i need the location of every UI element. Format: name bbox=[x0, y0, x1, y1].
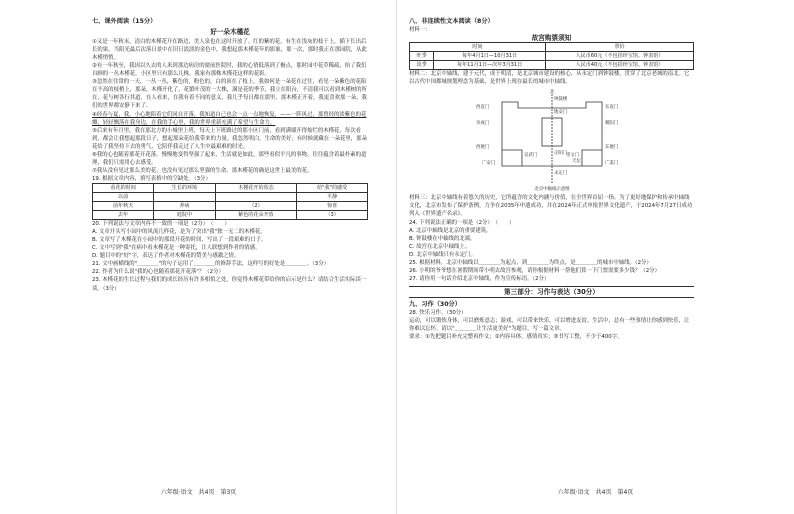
question-24 bbox=[409, 219, 694, 227]
table-header: 生长的环境 bbox=[154, 183, 215, 192]
page-footer: 六年级·语文 共4页 第4页 bbox=[557, 489, 634, 496]
page-4 bbox=[397, 0, 794, 514]
paragraph: ②有一年秋至，我因以久去的人米到那边病房的窗前医院时，我的心情低落到了极点，那时园中花草稀疏，抬了我们自顾的一丛木槿花，小区里只有那么几株。我家有那株木槿花这样的花影。 bbox=[92, 63, 367, 78]
material-label bbox=[409, 194, 694, 218]
option: D. 北京中轴线只有永定门。 bbox=[409, 251, 476, 258]
table-cell: 人民币40元（不包括珍宝馆、钟表馆） bbox=[546, 61, 694, 70]
question-20 bbox=[92, 220, 368, 228]
material-label bbox=[409, 70, 694, 86]
map-label: 永定门 bbox=[553, 171, 567, 177]
map-label: 广安门 bbox=[481, 161, 495, 167]
map-label: 北 bbox=[549, 90, 554, 96]
map-label: 天坛 bbox=[571, 159, 581, 165]
option: B. 文章写了木槿花在小园中的那段开花的时间，写出了一段艰难的日子。 bbox=[92, 237, 267, 244]
material-2-text: 北京中轴线，建于元代，成于明清，是北京城市建设的核心，从永定门到钟鼓楼，贯穿了北京老城的南北。它以古代中国都城规划理念为基础，是世界上现存最长的城市中轴线。 bbox=[409, 71, 690, 86]
map-label: 广渠门 bbox=[604, 161, 618, 167]
map-label: 朝阳门 bbox=[604, 121, 618, 127]
table-cell: 每年11月1日—次年3月31日 bbox=[434, 61, 546, 70]
question-25: 25. 根据材料，北京中轴线以＿＿＿＿为起点，到＿＿＿＿为终点，是＿＿＿＿的城市中轴线。（2分） bbox=[409, 259, 652, 266]
table-row bbox=[410, 52, 694, 61]
paragraph: ⑤后来有年月里，我在那北方的小城里上班，每天上下班路过的那小区门前，看到满墙开得灿烂的木槿花，每次看到，都会让我想起那段日子，想起那朵花给我带来的力量。我忽然明白，生命的美好，有时候就藏在一朵花里，那朵花给了我坚持下去的勇气，它陪伴我走过了人生中最艰难的时光。 bbox=[92, 127, 367, 150]
question-20-text: 20. 下列说法与文章内容不一致的一项是（2分） bbox=[92, 221, 206, 228]
table-cell[interactable] bbox=[154, 192, 215, 201]
table-cell: 庭院中 bbox=[154, 211, 215, 220]
answer-blank[interactable]: （ ） bbox=[210, 221, 230, 228]
question-28: 28. 快乐习作。（30分） bbox=[409, 309, 467, 316]
question-23: 23. 木槿花的生长过程与我们的成长经历有许多相似之处，你觉得木槿花带给你的启示是什么？请结合生活实际谈一谈。（3分） bbox=[92, 277, 367, 292]
table-cell: 以前 bbox=[93, 192, 154, 201]
paragraph: ①又是一年秋末，清白的木槿花开在路边，美人泉也在这时开放了。红的紫的花，有生在浅灰的枝干上，插下长出后长的果，当阳光最后次落日景中在旧日淡淡的金色中，我想起那木槿花年的影象，那一次，那时我正在那园院，从此木槿悄悄。 bbox=[92, 39, 367, 62]
option: B. 钟鼓楼在中轴线的北端。 bbox=[409, 235, 476, 242]
question-22: 22. 作者为什么说"我的心也随着那花开花落"？（2分） bbox=[92, 269, 224, 276]
page-footer: 六年级·语文 共4页 第3页 bbox=[160, 489, 237, 496]
ticket-title: 故宫购票须知 bbox=[531, 34, 572, 43]
essay-title: 好一朵木槿花 bbox=[210, 28, 250, 37]
table-header: 票价 bbox=[546, 43, 694, 52]
part-3-banner: 第三部分：习作与表达（30分） bbox=[409, 286, 694, 298]
ticket-table bbox=[409, 42, 694, 70]
section-heading: 九、习作（30分） bbox=[409, 300, 461, 308]
map-label: 东便门 bbox=[604, 145, 618, 151]
table-cell: 旺季 bbox=[410, 52, 434, 61]
table-row bbox=[93, 211, 368, 220]
question-27: 27. 请你用一句话介绍北京中轴线，作为宣传标语。（2分） bbox=[409, 275, 550, 282]
question-24-text: 24. 下列说法正确的一项是（2分） bbox=[409, 219, 491, 226]
table-cell: 养病 bbox=[154, 202, 215, 211]
table-row bbox=[410, 61, 694, 70]
table-cell: 惊喜 bbox=[297, 202, 368, 211]
option: D. 题目中的"好"字，表达了作者对木槿花的赞美与感激之情。 bbox=[92, 253, 240, 260]
map-label: 崇文门 bbox=[565, 153, 579, 159]
map-label: 正阳门 bbox=[553, 151, 567, 157]
table-header: 木槿花开的状态 bbox=[215, 183, 297, 192]
option: C. 故宫在北京中轴线上。 bbox=[409, 243, 471, 250]
writing-requirements: 要求：①先把题目补充完整再作文；②内容具体，感情真实；③书写工整，不少于400字。 bbox=[409, 334, 623, 341]
question-19: 19. 根据文章内容，填写表格中的空缺处。（3分） bbox=[92, 175, 211, 182]
map-label: 钟鼓楼 bbox=[553, 97, 567, 103]
section-heading: 七、课外阅读（15分） bbox=[92, 18, 157, 25]
writing-prompt: 运动，可以锻炼身体，可以磨炼意志；游戏，可以带来快乐，可以增进友谊。生活中，总有一些事情让你感到快乐，让你难以忘怀。请以"＿＿＿＿让生活更美好"为题目，写一篇文章。 bbox=[409, 318, 690, 333]
table-header: 给"我"的感受 bbox=[297, 183, 368, 192]
map-label: 地安门 bbox=[553, 110, 567, 116]
table-cell: 平静 bbox=[297, 192, 368, 201]
table-cell: 前年秋天 bbox=[93, 202, 154, 211]
table-cell: 人民币60元（不包括珍宝馆、钟表馆） bbox=[546, 52, 694, 61]
right-column bbox=[409, 18, 694, 341]
map-label: 宣武门 bbox=[523, 153, 537, 159]
map-label: 东直门 bbox=[604, 105, 618, 111]
section-heading: 八、非连续性文本阅读（8分） bbox=[409, 18, 494, 25]
paragraph: ③忽然在往常的一天，一丛一丛，紫色的，粉色的，白的顶在了枝上。我如何是一朵花在过往，看见一朵紫色的花陷在不高的枝梢上，那朵，木槿开化了，花繁叶茂的一大株，满是花的季节，我立在阳台，不清我可以看到木槿树的所在，花与树各行其道，在人看来，在我有着不同的意义，我几乎每日都在那里，那木槿正开着，我更喜欢那一朵，我们的世界都安静下来了。 bbox=[92, 79, 367, 110]
paragraph: ④经春与夏，我，小心地陪着它们同自开落，我知道自己也会一点一点地恢复，——一阵风过，那曾经的淡紫色的花瓣，轻轻飘落在我身边，在我的手心里，我的世界重新充满了希望与生命力。 bbox=[92, 111, 367, 126]
table-header: 看花的时间 bbox=[93, 183, 154, 192]
table-cell[interactable]: （2） bbox=[215, 202, 297, 211]
option: A. 文章开头写小园中的风流几样花，是为了突出"我"独一无二的木槿花。 bbox=[92, 229, 266, 236]
answer-table bbox=[92, 183, 368, 220]
axis-map bbox=[462, 88, 642, 192]
map-label: 西直门 bbox=[475, 105, 489, 111]
paragraph: ⑥我的心也随着那花开花落，慢慢地变得坚强了起来，生活就是如此，那些看似平凡的事物，往往蕴含着最朴素的道理，我们只需用心去感受。 bbox=[92, 151, 367, 166]
map-caption: 北京中轴线示意图 bbox=[533, 187, 570, 193]
material-2-label: 材料二： bbox=[409, 71, 431, 78]
table-row bbox=[93, 202, 368, 211]
table-cell[interactable] bbox=[215, 192, 297, 201]
material-3-label: 材料三： bbox=[409, 195, 431, 202]
table-cell: 每年4月1日—10月31日 bbox=[434, 52, 546, 61]
table-cell: 紫色的花朵开放 bbox=[215, 211, 297, 220]
table-cell: 去年 bbox=[93, 211, 154, 220]
material-3-text: 北京中轴线有着悠久的历史，它所蕴含的文化内涵与价值，在全世界首屈一指。为了更好地保护和传承中轴线文化，北京市发布了保护条例，力争在2035年申遗成功，并在2024年正式申报世界文化遗产，于2024年7月27日成功列入《世界遗产名录》。 bbox=[409, 195, 693, 218]
table-header: 时间 bbox=[410, 43, 546, 52]
question-21: 21. 文中画横线的"＿＿＿＿"的句子运用了＿＿＿＿的修辞手法，这样写的好处是＿＿＿＿。（3分） bbox=[92, 261, 329, 268]
option: A. 北京中轴线是北京的重要建筑。 bbox=[409, 227, 492, 234]
paragraph: ⑦我从没有见过那么美的花，也没有见过那么坚强的生命。那木槿花的确是这世上最美的花。 bbox=[92, 167, 313, 174]
material-label: 材料一： bbox=[409, 27, 431, 34]
question-26: 26. 小明的爷爷想在暑假期间带小明去故宫参观，请你根据材料一帮他们算一下门票需要多少钱？（2分） bbox=[409, 267, 660, 274]
map-label: 阜成门 bbox=[475, 121, 489, 127]
left-column bbox=[92, 18, 368, 293]
table-cell[interactable]: （3） bbox=[297, 211, 368, 220]
answer-blank[interactable]: （ ） bbox=[495, 219, 515, 226]
map-label: 西便门 bbox=[475, 145, 489, 151]
table-cell: 淡季 bbox=[410, 61, 434, 70]
option: C. 文中写到"我"在病中看木槿花是一种寄托，让人联想到作者的情感。 bbox=[92, 245, 261, 252]
map-labels bbox=[476, 88, 619, 192]
table-row bbox=[93, 192, 368, 201]
